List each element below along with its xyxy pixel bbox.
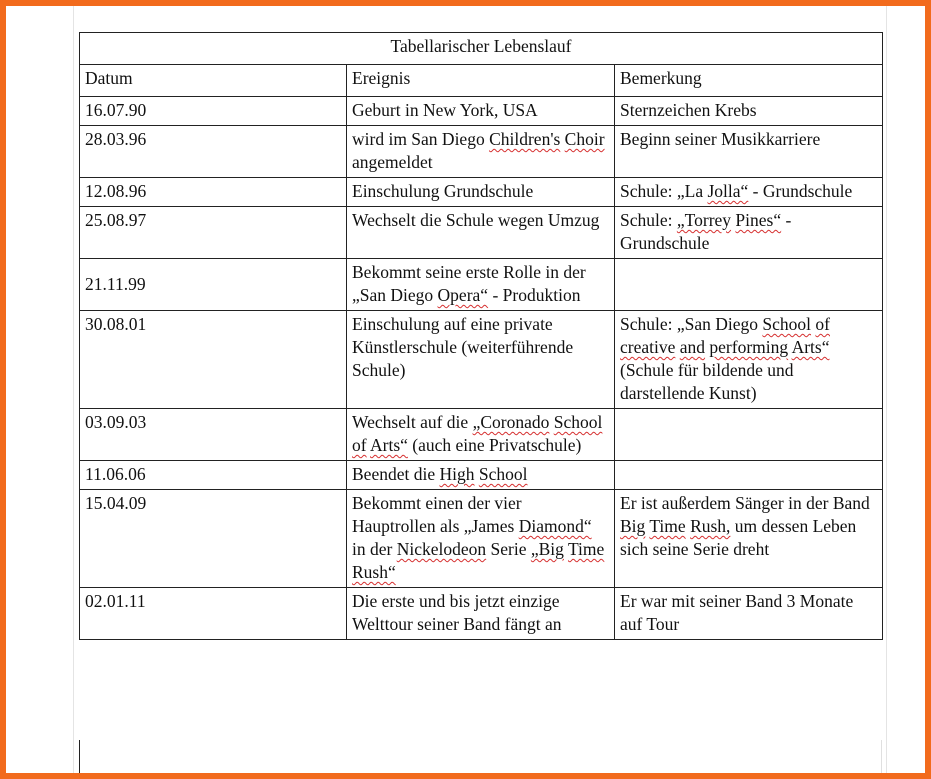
table-title: Tabellarischer Lebenslauf — [80, 33, 883, 65]
cell-event: Wechselt auf die „Coronado School of Arts“ (auch eine Privatschule) — [347, 409, 615, 461]
cell-event: Beendet die High School — [347, 461, 615, 490]
cell-note: Schule: „La Jolla“ - Grundschule — [615, 178, 883, 207]
cell-note: Sternzeichen Krebs — [615, 97, 883, 126]
cell-date: 30.08.01 — [80, 311, 347, 409]
cell-note — [615, 259, 883, 311]
table-row — [80, 178, 883, 207]
table-row — [80, 409, 883, 461]
cell-event: Einschulung auf eine private Künstlerschule (weiterführende Schule) — [347, 311, 615, 409]
header-note: Bemerkung — [615, 65, 883, 97]
cell-date: 16.07.90 — [80, 97, 347, 126]
cell-note: Er ist außerdem Sänger in der Band Big Time Rush, um dessen Leben sich seine Serie dreht — [615, 490, 883, 588]
cell-note: Schule: „Torrey Pines“ - Grundschule — [615, 207, 883, 259]
table-row — [80, 97, 883, 126]
cell-event: Bekommt einen der vier Hauptrollen als „James Diamond“ in der Nickelodeon Serie „Big Time Rush“ — [347, 490, 615, 588]
cell-date: 25.08.97 — [80, 207, 347, 259]
cell-event: wird im San Diego Children's Choir angemeldet — [347, 126, 615, 178]
cell-note: Beginn seiner Musikkarriere — [615, 126, 883, 178]
header-event: Ereignis — [347, 65, 615, 97]
cell-event: Die erste und bis jetzt einzige Welttour seiner Band fängt an — [347, 588, 615, 640]
cell-date: 28.03.96 — [80, 126, 347, 178]
cell-event: Wechselt die Schule wegen Umzug — [347, 207, 615, 259]
table-row — [80, 259, 883, 311]
cell-event: Bekommt seine erste Rolle in der „San Diego Opera“ - Produktion — [347, 259, 615, 311]
cv-table — [79, 32, 883, 640]
table-row — [80, 311, 883, 409]
cell-note: Er war mit seiner Band 3 Monate auf Tour — [615, 588, 883, 640]
table-row — [80, 461, 883, 490]
cell-date: 11.06.06 — [80, 461, 347, 490]
table-row — [80, 126, 883, 178]
cell-event: Geburt in New York, USA — [347, 97, 615, 126]
table-row — [80, 207, 883, 259]
cell-note: Schule: „San Diego School of creative and performing Arts“ (Schule für bildende und darstellende Kunst) — [615, 311, 883, 409]
cell-note — [615, 461, 883, 490]
header-date: Datum — [80, 65, 347, 97]
cell-note — [615, 409, 883, 461]
table-continuation — [79, 740, 882, 773]
cell-date: 03.09.03 — [80, 409, 347, 461]
cell-date: 15.04.09 — [80, 490, 347, 588]
table-row — [80, 490, 883, 588]
cell-date: 21.11.99 — [80, 259, 347, 311]
cell-event: Einschulung Grundschule — [347, 178, 615, 207]
table-row — [80, 588, 883, 640]
cell-date: 12.08.96 — [80, 178, 347, 207]
cell-date: 02.01.11 — [80, 588, 347, 640]
